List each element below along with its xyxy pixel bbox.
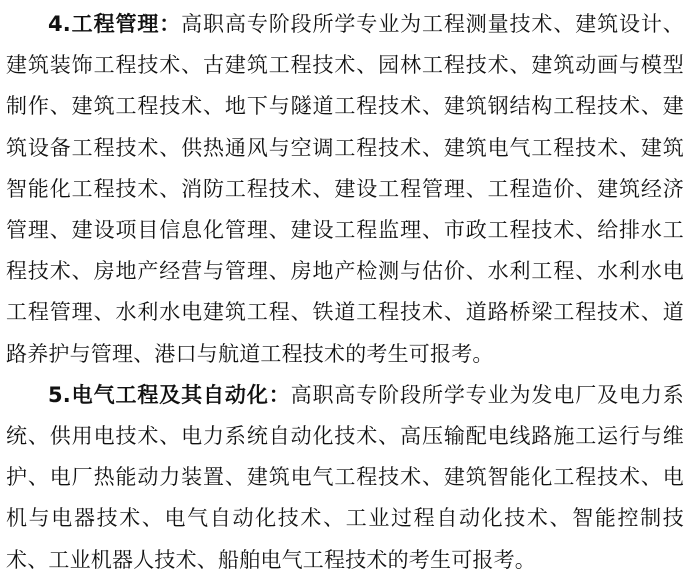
section-heading: 4.工程管理：	[48, 12, 182, 36]
section-electrical-engineering	[6, 375, 684, 581]
document-body	[6, 4, 684, 581]
section-engineering-management	[6, 4, 684, 375]
section-text: 高职高专阶段所学专业为发电厂及电力系统、供用电技术、电力系统自动化技术、高压输配电线路施工运行与维护、电厂热能动力装置、建筑电气工程技术、建筑智能化工程技术、电机与电器技术、电气自动化技术、工业过程自动化技术、智能控制技术、工业机器人技术、船舶电气工程技术的考生可报考。	[6, 382, 684, 572]
section-heading: 5.电气工程及其自动化：	[48, 382, 291, 407]
section-text: 高职高专阶段所学专业为工程测量技术、建筑设计、建筑装饰工程技术、古建筑工程技术、园林工程技术、建筑动画与模型制作、建筑工程技术、地下与隧道工程技术、建筑钢结构工程技术、建筑设备工程技术、供热通风与空调工程技术、建筑电气工程技术、建筑智能化工程技术、消防工程技术、建设工程管理、工程造价、建筑经济管理、建设项目信息化管理、建设工程监理、市政工程技术、给排水工程技术、房地产经营与管理、房地产检测与估价、水利工程、水利水电工程管理、水利水电建筑工程、铁道工程技术、道路桥梁工程技术、道路养护与管理、港口与航道工程技术的考生可报考。	[6, 12, 684, 366]
